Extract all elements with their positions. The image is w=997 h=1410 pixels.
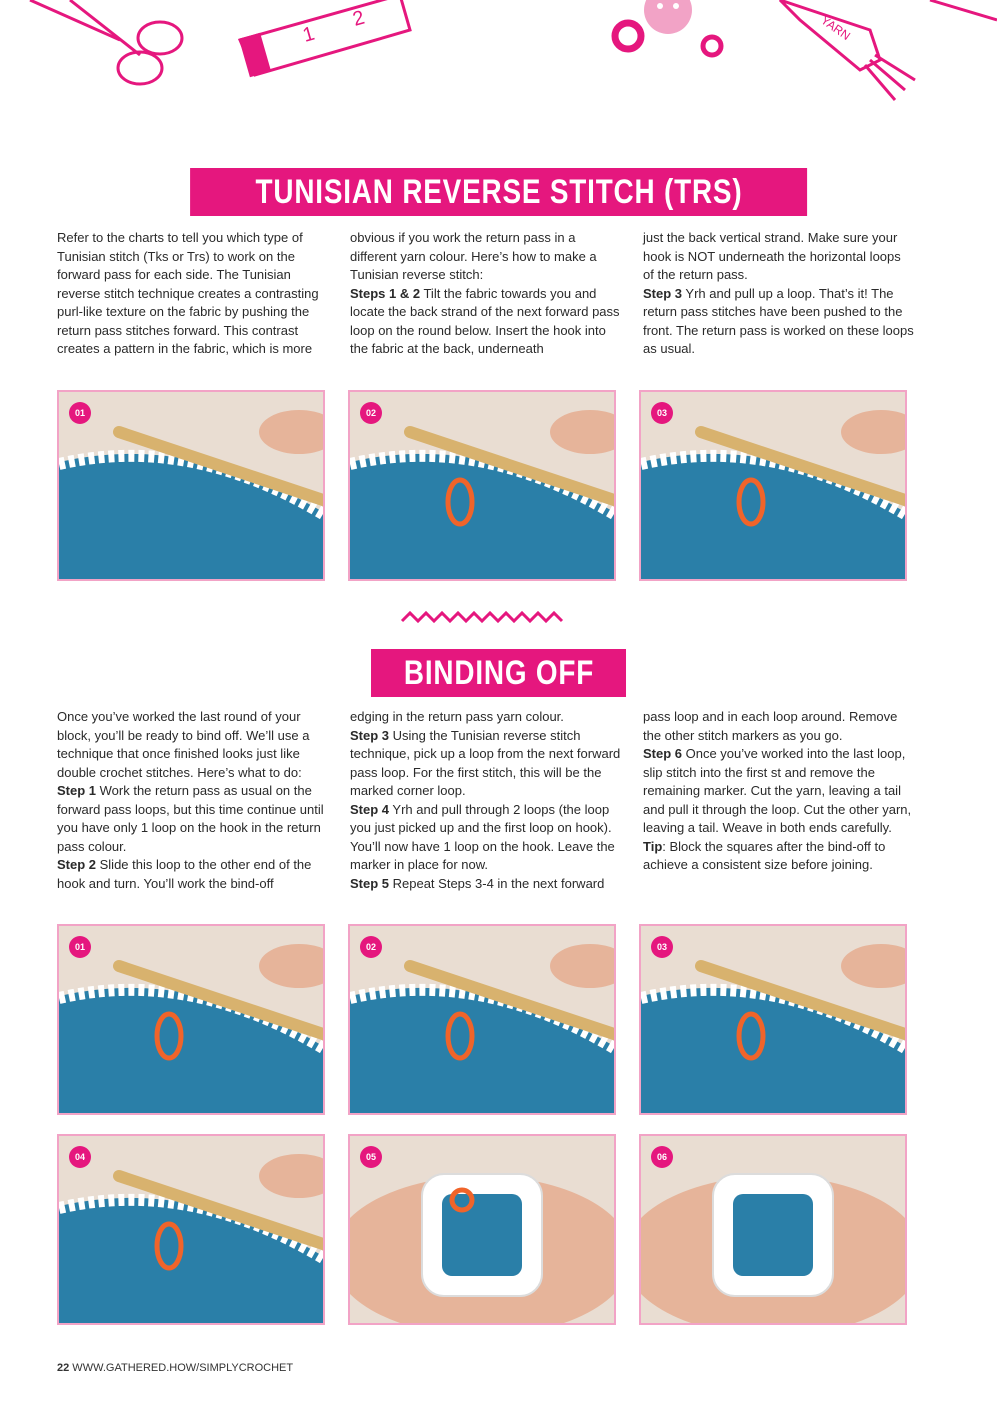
photo-illustration	[641, 392, 905, 579]
photo-illustration	[350, 926, 614, 1113]
photo-bindoff-02	[348, 924, 616, 1115]
step-paragraph	[350, 727, 621, 801]
page-number: 22	[57, 1362, 70, 1374]
photo-bindoff-04	[57, 1134, 325, 1325]
step-badge: 03	[651, 936, 673, 958]
step-text: Once you’ve worked into the last loop, slip stitch into the first st and remove the remaining marker. Cut the yarn, leaving a tail and pull it through the loop. Cut the other yarn, leaving a tail. Weave in both ends carefully.	[643, 746, 912, 835]
section1-col2	[350, 229, 621, 359]
step-paragraph	[350, 801, 621, 875]
section1-col3	[643, 229, 914, 359]
step-badge: 01	[69, 936, 91, 958]
step-badge: 01	[69, 402, 91, 424]
measuring-tape-icon	[239, 0, 410, 77]
step-label: Step 3	[350, 727, 390, 743]
paragraph: pass loop and in each loop around. Remove the other stitch markers as you go.	[643, 709, 898, 743]
step-label: Step 2	[57, 857, 97, 872]
photo-illustration	[350, 392, 614, 579]
section-title-binding-off: BINDING OFF	[371, 649, 627, 697]
header-illustration	[0, 0, 997, 110]
step-paragraph	[643, 745, 914, 838]
scissors-icon	[30, 0, 182, 84]
yarn-tag-icon	[780, 0, 997, 100]
photo-bindoff-05	[348, 1134, 616, 1325]
tip-label: Tip	[643, 838, 663, 854]
paragraph: Once you’ve worked the last round of your block, you’ll be ready to bind off. We’ll use a technique that once finished looks just like double crochet stitches. Here’s what to do:	[57, 709, 310, 780]
section1-text-columns	[57, 229, 915, 359]
photo-step-01	[57, 390, 325, 581]
step-text: Yrh and pull through 2 loops (the loop you just picked up and the first loop on hook). You’ll now have 1 loop on the hook. Leave the marker in place for now.	[350, 801, 615, 872]
photo-bindoff-06	[639, 1134, 907, 1325]
paragraph: Refer to the charts to tell you which type of Tunisian stitch (Tks or Trs) to work on the forward pass for each side. The Tunisian reverse stitch technique creates a contrasting purl-like texture on the fabric by pushing the return pass stitches forward. This contrast creates a pattern in the fabric, which is more	[57, 230, 319, 356]
section2-col1	[57, 708, 328, 893]
step-badge: 04	[69, 1146, 91, 1168]
section2-text-columns	[57, 708, 915, 893]
zigzag-divider	[400, 607, 570, 627]
buttons-icon	[615, 0, 721, 55]
paragraph: edging in the return pass yarn colour.	[350, 709, 564, 724]
step-paragraph	[643, 285, 914, 359]
step-label: Step 3	[643, 285, 683, 301]
step-text: Yrh and pull up a loop. That’s it! The return pass stitches have been pushed to the front. The return pass is worked on these loops as usual.	[643, 285, 914, 356]
step-badge: 06	[651, 1146, 673, 1168]
photo-bindoff-03	[639, 924, 907, 1115]
photo-step-03	[639, 390, 907, 581]
tip-paragraph	[643, 838, 914, 875]
step-label: Step 6	[643, 746, 683, 761]
step-label: Step 5	[350, 875, 390, 891]
photo-illustration	[641, 1136, 905, 1323]
step-badge: 03	[651, 402, 673, 424]
footer-url[interactable]: WWW.GATHERED.HOW/SIMPLYCROCHET	[69, 1362, 294, 1374]
step-paragraph	[350, 875, 621, 894]
step-label: Step 1	[57, 783, 97, 798]
photo-bindoff-01	[57, 924, 325, 1115]
page-footer	[57, 1362, 293, 1374]
section2-col2	[350, 708, 621, 893]
step-badge: 02	[360, 402, 382, 424]
step-badge: 05	[360, 1146, 382, 1168]
paragraph: obvious if you work the return pass in a different yarn colour. Here’s how to make a Tunisian reverse stitch:	[350, 230, 597, 282]
tape-number-1: 1	[300, 22, 318, 47]
step-paragraph	[350, 285, 621, 359]
photo-illustration	[59, 1136, 323, 1323]
step-text: Tilt the fabric towards you and locate the back strand of the next forward pass loop on the round below. Insert the hook into the fabric at the back, underneath	[350, 285, 620, 356]
photo-illustration	[59, 392, 323, 579]
section1-col1	[57, 229, 328, 359]
step-text: Using the Tunisian reverse stitch technique, pick up a loop from the next forward pass loop. For the first stitch, this will be the marked corner loop.	[350, 727, 621, 798]
crochet-square-center	[733, 1194, 813, 1276]
step-paragraph	[57, 856, 328, 893]
photo-step-02	[348, 390, 616, 581]
step-text: Repeat Steps 3-4 in the next forward	[389, 875, 605, 891]
section-title-tunisian-reverse-stitch: TUNISIAN REVERSE STITCH (TRS)	[190, 168, 808, 216]
step-badge: 02	[360, 936, 382, 958]
paragraph: just the back vertical strand. Make sure your hook is NOT underneath the horizontal loops of the return pass.	[643, 230, 901, 282]
tape-number-2: 2	[350, 6, 368, 31]
step-label: Steps 1 & 2	[350, 285, 421, 301]
step-text: Slide this loop to the other end of the hook and turn. You’ll work the bind-off	[57, 857, 312, 891]
photo-illustration	[59, 926, 323, 1113]
photo-illustration	[641, 926, 905, 1113]
yarn-tag-text: YARN	[818, 12, 853, 44]
section2-col3	[643, 708, 914, 893]
step-label: Step 4	[350, 801, 390, 817]
tip-text: : Block the squares after the bind-off to achieve a consistent size before joining.	[643, 838, 886, 872]
step-paragraph	[57, 782, 328, 856]
step-text: Work the return pass as usual on the forward pass loops, but this time continue until you have only 1 loop on the hook in the return pass colour.	[57, 783, 324, 854]
photo-illustration	[350, 1136, 614, 1323]
